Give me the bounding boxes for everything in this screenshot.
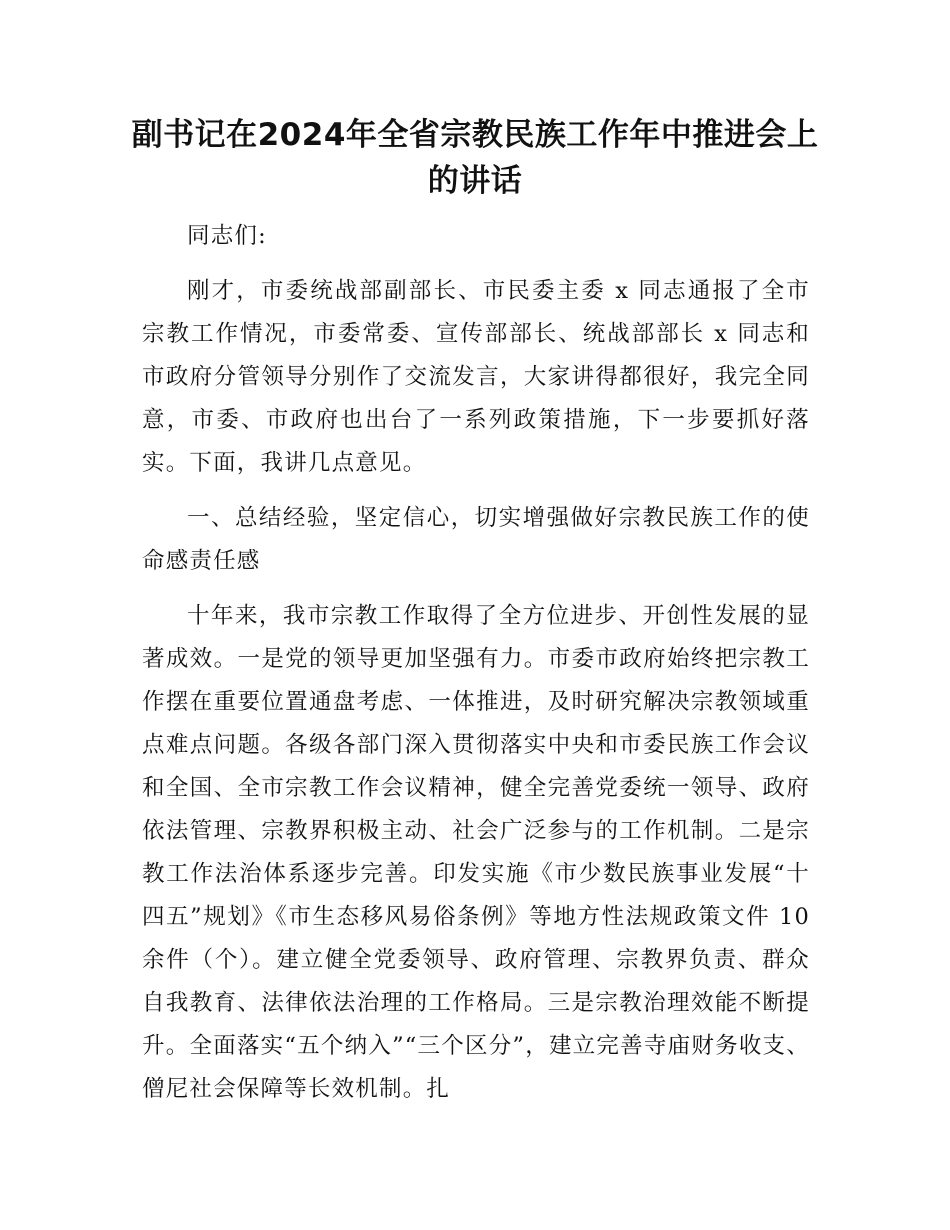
paragraph-opening: 刚才，市委统战部副部长、市民委主委 x 同志通报了全市宗教工作情况，市委常委、宣传部部长、统战部部长 x 同志和市政府分管领导分别作了交流发言，大家讲得都很好，我完全同意，市委、市政府也出台了一系列政策措施，下一步要抓好落实。下面，我讲几点意见。 [142, 278, 810, 476]
paragraph-achievements: 十年来，我市宗教工作取得了全方位进步、开创性发展的显著成效。一是党的领导更加坚强有力。市委市政府始终把宗教工作摆在重要位置通盘考虑、一体推进，及时研究解决宗教领域重点难点问题。各级各部门深入贯彻落实中央和市委民族工作会议和全国、全市宗教工作会议精神，健全完善党委统一领导、政府依法管理、宗教界积极主动、社会广泛参与的工作机制。二是宗教工作法治体系逐步完善。印发实施《市少数民族事业发展“十四五”规划》《市生态移风易俗条例》等地方性法规政策文件 10 余件（个）。建立健全党委领导、政府管理、宗教界负责、群众自我教育、法律依法治理的工作格局。三是宗教治理效能不断提升。全面落实“五个纳入”“三个区分”，建立完善寺庙财务收支、僧尼社会保障等长效机制。扎 [142, 603, 810, 1102]
section-heading-1: 一、总结经验，坚定信心，切实增强做好宗教民族工作的使命感责任感 [142, 505, 810, 574]
salutation: 同志们: [187, 223, 267, 249]
document-title: 副书记在2024年全省宗教民族工作年中推进会上的讲话 [131, 117, 819, 199]
document-body [142, 215, 810, 1111]
